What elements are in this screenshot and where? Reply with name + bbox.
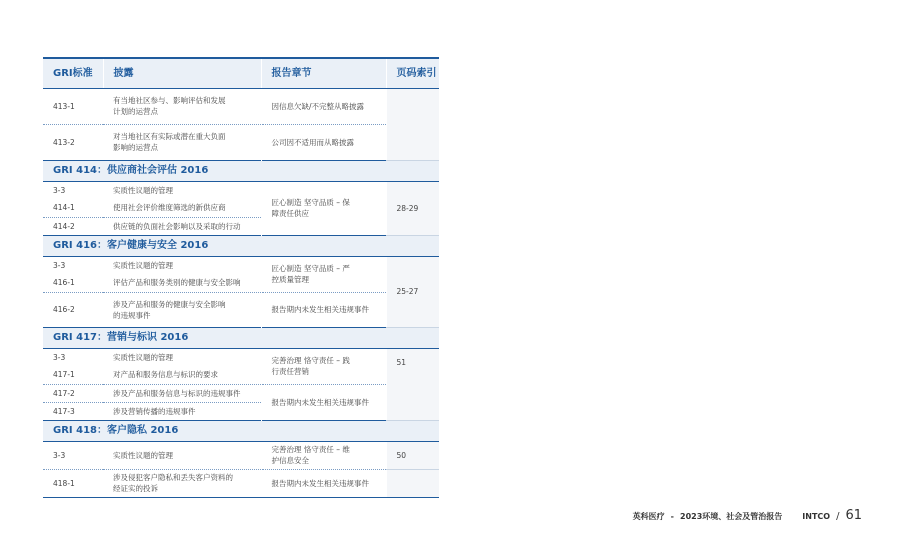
row-page: 50 [386,441,439,469]
row-chapter: 报告期内未发生相关违规事件 [261,292,386,327]
footer-brand: INTCO [802,512,831,521]
row-disclosure: 实质性议题的管理 [113,185,173,195]
row-page-empty [386,469,439,497]
row-chapter: 因信息欠缺/不完整从略披露 [261,88,386,124]
row-chapter: 完善治理 恪守责任 – 维护信息安全 [261,441,386,469]
table-header [43,58,439,88]
row-chapter: 匠心制造 坚守品质 – 保障责任供应 [261,181,386,235]
row-code: 417-3 [43,402,103,420]
col-header-gri-standard: GRI标准 [43,58,103,88]
row-page: 51 [386,348,439,420]
row-page: 28-29 [386,181,439,235]
row-code: 413-1 [43,88,103,124]
row-chapter: 完善治理 恪守责任 – 践行责任营销 [261,348,386,384]
col-header-disclosure: 披露 [103,58,261,88]
row-code: 413-2 [43,124,103,160]
row-chapter: 公司因不适用而从略披露 [261,124,386,160]
row-disclosure: 实质性议题的管理 [113,352,173,362]
row-code: 3-3 [53,352,66,362]
row-disclosure: 涉及营销传播的违规事件 [103,402,261,420]
section-title: GRI 416：客户健康与安全 2016 [43,235,439,256]
row-disclosure: 使用社会评价维度筛选的新供应商 [103,199,261,217]
row-code: 418-1 [43,469,103,497]
table-row [43,292,439,327]
row-page-empty [386,88,439,160]
table-row [43,384,439,402]
row-chapter: 报告期内未发生相关违规事件 [261,469,386,497]
row-code: 3-3 [53,185,66,195]
table-row [43,441,439,469]
row-chapter: 报告期内未发生相关违规事件 [261,384,386,420]
section-header-gri-418 [43,420,439,441]
table-row [43,88,439,124]
section-header-gri-416 [43,235,439,256]
section-header-gri-414 [43,160,439,181]
row-page: 25-27 [386,256,439,327]
table-row [43,469,439,497]
row-disclosure: 涉及侵犯客户隐私和丢失客户资料的经证实的投诉 [103,469,261,497]
row-code: 3-3 [53,260,66,270]
footer-slash: / [836,511,840,522]
section-title: GRI 414：供应商社会评估 2016 [43,160,439,181]
footer-separator: - [670,512,674,521]
row-code: 3-3 [43,441,103,469]
row-disclosure: 涉及产品和服务信息与标识的违规事件 [103,384,261,402]
row-disclosure: 实质性议题的管理 [113,260,173,270]
row-code: 414-2 [43,217,103,235]
section-title: GRI 417：营销与标识 2016 [43,327,439,348]
col-header-report-chapter: 报告章节 [261,58,386,88]
section-header-gri-417 [43,327,439,348]
gri-index-table [43,57,439,498]
row-disclosure: 对产品和服务信息与标识的要求 [103,366,261,384]
row-code: 414-1 [43,199,103,217]
row-code: 416-2 [43,292,103,327]
row-disclosure: 供应链的负面社会影响以及采取的行动 [103,217,261,235]
row-code: 417-1 [43,366,103,384]
row-code: 417-2 [43,384,103,402]
row-disclosure: 有当地社区参与、影响评估和发展计划的运营点 [103,88,261,124]
row-disclosure: 涉及产品和服务的健康与安全影响的违规事件 [103,292,261,327]
row-disclosure: 对当地社区有实际或潜在重大负面影响的运营点 [103,124,261,160]
table-row [43,256,439,274]
section-title: GRI 418：客户隐私 2016 [43,420,439,441]
page-number: 61 [845,508,862,523]
row-code: 416-1 [43,274,103,292]
row-chapter: 匠心制造 坚守品质 – 严控质量管理 [261,256,386,292]
footer-report-title: 2023环境、社会及管治报告 [680,512,783,521]
row-disclosure: 实质性议题的管理 [103,441,261,469]
table-row [43,181,439,199]
table-row [43,124,439,160]
footer-company: 英科医疗 [632,512,665,521]
page-footer [633,508,862,526]
col-header-page-index: 页码索引 [386,58,439,88]
row-disclosure: 评估产品和服务类别的健康与安全影响 [103,274,261,292]
table-row [43,348,439,366]
